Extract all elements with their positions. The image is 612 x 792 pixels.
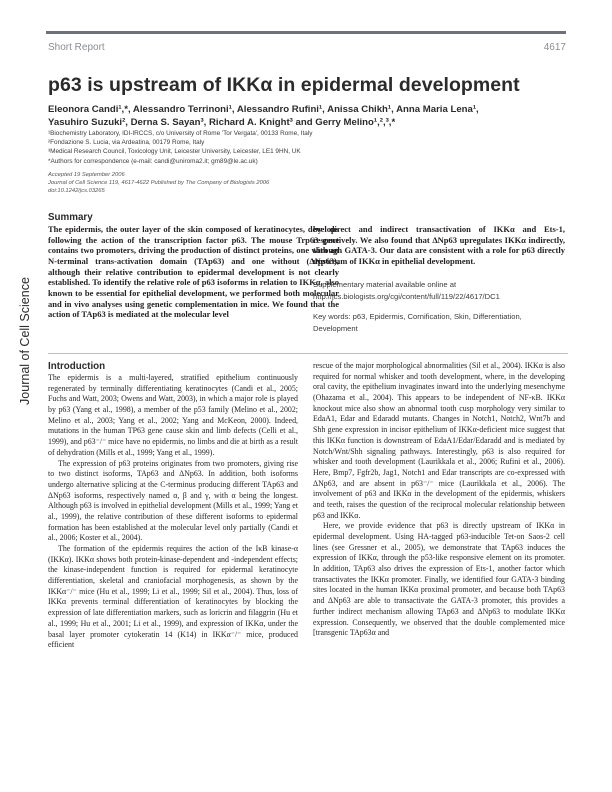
accepted-date: Accepted 19 September 2006 <box>48 172 125 178</box>
affiliation-list <box>48 129 568 166</box>
correspondence: *Authors for correspondence (e-mail: candi@uniroma2.it; gm89@le.ac.uk) <box>48 157 258 165</box>
page-number: 4617 <box>543 42 566 53</box>
introduction-right-column <box>313 361 565 639</box>
affiliation: ²Fondazione S. Lucia, via Ardeatina, 00179 Rome, Italy <box>48 139 205 147</box>
supplementary-note: Supplementary material available online at http://jcs.biologists.org/cgi/content/full/119/22/4617/DC1 <box>313 280 500 301</box>
header-rule <box>46 31 566 34</box>
citation-line: Journal of Cell Science 119, 4617-4622 Published by The Company of Biologists 2006 <box>48 179 270 186</box>
introduction-heading: Introduction <box>48 361 106 372</box>
paragraph: rescue of the major morphological abnormalities (Sil et al., 2004). IKKα is also required for normal whisker and tooth development, where, in the developing oral cavity, the epithelium invaginates inward into the underlying mesenchyme (Ohazama et al., 2004). This appears to be independent of NF-κB. IKKα knockout mice also show an abnormal tooth cusp morphology very similar to EdaA1, Edar and Edaradd mutants. Changes in Notch1, Notch2, Wnt7b and Shh gene expression in incisor epithelium of IKKα-deficient mice suggest that this IKKα function is downstream of EdaA1/Edar/Edaradd and is mediated by Notch/Wnt/Shh signaling pathways. Interestingly, p63 is also required for whisker and tooth development (Laurikkala et al., 2006; Rufini et al., 2006). Here, Bmp7, Fgfr2b, Jag1, Notch1 and Edar transcripts are co-expressed with ΔNp63, and are absent in p63⁻/⁻ mice (Laurikkala et al., 2006). The involvement of p63 and IKKα in the development of the epidermis, whiskers and teeth, raises the question of the reciprocal molecular relationship between p63 and IKKα. <box>313 361 565 520</box>
keywords: Key words: p63, Epidermis, Cornification, Skin, Differentiation, Development <box>313 312 522 333</box>
paragraph: The epidermis is a multi-layered, stratified epithelium continuously regenerated by terminally differentiating keratinocytes (Candi et al., 2005; Fuchs and Watt, 2003; Owens and Watt, 2003), in which a major role is played by p63 (Yang et al., 1998), a member of the p53 family (Melino et al., 2002; Melino et al., 2003; Yang et al., 2002; Yang and McKeon, 2000). Indeed, mutations in the human TP63 gene cause skin and limb defects (Celli et al., 1999), and p63⁻/⁻ mice have no epidermis, no limbs and die at birth as a result of dehydration (Mills et al., 1999; Yang et al., 1999). <box>48 373 298 457</box>
section-label: Short Report <box>48 42 105 53</box>
author-line: Yasuhiro Suzuki², Derna S. Sayan³, Richard A. Knight³ and Gerry Melino¹,²,³,* <box>48 116 396 128</box>
publication-info <box>48 172 348 195</box>
article-title: p63 is upstream of IKKα in epidermal development <box>48 74 520 96</box>
paragraph: Here, we provide evidence that p63 is directly upstream of IKKα in epidermal development. Using HA-tagged p63-inducible Tet-on Saos-2 cell lines (see Gressner et al., 2005), we demonstrate that TAp63 induces the expression of IKKα, through the p53-like responsive element on its promoter. In addition, TAp63 also drives the expression of Ets-1, another factor which transactivates the IKKα promoter. Finally, we identified four GATA-3 binding sites located in the human IKKα proximal promoter, and because both TAp63 and ΔNp63 are able to transactivate the GATA-3 promoter, this provides a further indirect mechanism allowing TAp63 and ΔNp63 to modulate IKKα expression. Consequently, we observed that the double complemented mice [transgenic TAp63α and <box>313 521 565 638</box>
summary-left-column: The epidermis, the outer layer of the skin composed of keratinocytes, develops following the action of the transcription factor p63. The mouse Trp63 gene contains two promoters, driving the production of distinct proteins, one with an N-terminal trans-activation domain (TAp63) and one without (ΔNp63), although their relative contribution to epidermal development is not clearly established. To identify the relative role of p63 isoforms in relation to IKKα, also known to be essential for epithelial development, we performed both molecular and in vivo analyses using genetic complementation in mice. We found that the action of TAp63 is mediated at the molecular level <box>48 224 339 320</box>
journal-side-label <box>4 220 44 470</box>
summary-right-column: by direct and indirect transactivation of IKKα and Ets-1, respectively. We also found that ΔNp63 upregulates IKKα indirectly, through GATA-3. Our data are consistent with a role for p63 directly upstream of IKKα in epithelial development. <box>313 224 565 266</box>
author-list <box>48 104 568 129</box>
summary-heading: Summary <box>48 212 93 223</box>
affiliation: ³Medical Research Council, Toxicology Unit, Leicester University, Leicester, LE1 9HN, UK <box>48 148 301 156</box>
paragraph: The expression of p63 proteins originates from two promoters, giving rise to two distinct isoforms, TAp63 and ΔNp63. In addition, both isoforms undergo alternative splicing at the C-terminus producing different TAp63 and ΔNp63 isoforms, respectively named α, β and γ, with α being the longest. Although p63 is involved in epithelial development (Mills et al., 1999; Yang et al., 1999), the relative contribution of these different isoforms to epidermal formation has been established at the molecular level only partially (Candi et al., 2006; Koster et al., 2004). <box>48 458 298 543</box>
journal-name: Journal of Cell Science <box>18 277 32 405</box>
paragraph: The formation of the epidermis requires the action of the IκB kinase-α (IKKα). IKKα shows both protein-kinase-dependent and -independent effects; the kinase-independent function is required for epidermal keratinocyte differentiation, skeletal and craniofacial morphogenesis, as shown by the IKKα⁻/⁻ mice (Hu et al., 1999; Li et al., 1999; Sil et al., 2004). Thus, loss of IKKα prevents terminal differentiation of keratinocytes by blocking the expression of late differentiation markers, such as loricrin and filaggrin (Hu et al., 1999; Hu et al., 2001; Li et al., 1999), and expression of IKKα, under the basal layer promoter cytokeratin 14 (K14) in IKKα⁻/⁻ mice, produced efficient <box>48 544 298 650</box>
affiliation: ¹Biochemistry Laboratory, IDI-IRCCS, c/o University of Rome 'Tor Vergata', 00133 Rome, Italy <box>48 130 313 137</box>
doi: doi:10.1242/jcs.03265 <box>48 187 105 194</box>
introduction-left-column <box>48 373 298 651</box>
section-divider <box>48 353 568 354</box>
author-line: Eleonora Candi¹,*, Alessandro Terrinoni¹, Alessandro Rufini¹, Anissa Chikh¹, Anna Maria Lena¹, <box>48 104 479 115</box>
